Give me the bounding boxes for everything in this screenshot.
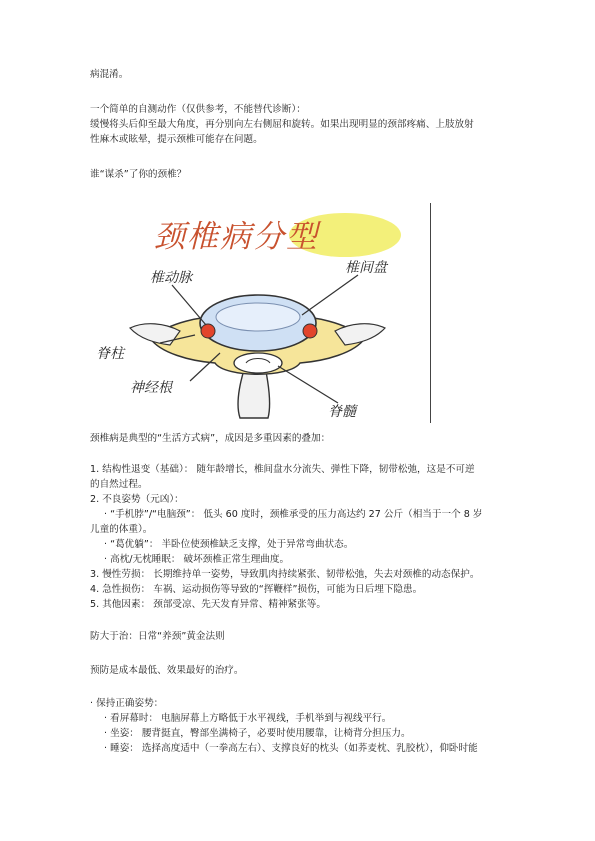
- text-line: 颈椎病是典型的“生活方式病”，成因是多重因素的叠加：: [90, 433, 331, 444]
- text-line: 一个简单的自测动作（仅供参考，不能替代诊断）：: [90, 104, 306, 115]
- sub-list-item: · “葛优躺”： 半卧位使颈椎缺乏支撑，处于异常弯曲状态。: [104, 539, 354, 550]
- cervical-spine-figure: [90, 203, 430, 423]
- sub-bullet-item: · 看屏幕时： 电脑屏幕上方略低于水平视线，手机举到与视线平行。: [104, 713, 392, 724]
- list-item: 5. 其他因素： 颈部受凉、先天发育异常、精神紧张等。: [90, 599, 326, 610]
- sub-list-item-cont: 儿童的体重）。: [90, 524, 153, 535]
- sub-bullet-item: · 睡姿： 选择高度适中（一拳高左右）、支撑良好的枕头（如荞麦枕、乳胶枕），仰卧时能: [104, 743, 478, 754]
- label-disc: 椎间盘: [345, 260, 387, 276]
- leader-line: [172, 285, 206, 325]
- leader-line: [302, 275, 358, 315]
- sub-bullet-item: · 坐姿： 腰背挺直，臀部坐满椅子，必要时使用腰靠，让椅背分担压力。: [104, 728, 411, 739]
- list-item-cont: 的自然过程。: [90, 479, 148, 490]
- label-vertebral-artery: 椎动脉: [150, 270, 192, 286]
- section-heading: 谁“谋杀”了你的颈椎？: [90, 169, 187, 180]
- bullet-item: · 保持正确姿势：: [90, 698, 164, 709]
- list-item: 1. 结构性退变（基础）： 随年龄增长，椎间盘水分流失、弹性下降，韧带松弛，这是不可逆: [90, 464, 475, 475]
- label-spine: 脊柱: [96, 346, 124, 362]
- list-item: 3. 慢性劳损： 长期维持单一姿势，导致肌肉持续紧张、韧带松弛，失去对颈椎的动态保护。: [90, 569, 480, 580]
- text-line: 病混淆。: [90, 69, 129, 80]
- figure-title: 颈椎病分型: [154, 219, 319, 255]
- section-heading: 防大于治：日常“养颈”黄金法则: [90, 631, 225, 642]
- label-spinal-cord: 脊髓: [328, 404, 356, 420]
- figure-divider: [430, 203, 431, 423]
- text-line: 性麻木或眩晕，提示颈椎可能存在问题。: [90, 134, 263, 145]
- text-line: 预防是成本最低、效果最好的治疗。: [90, 665, 244, 676]
- spinal-cord: [234, 353, 282, 373]
- list-item: 2. 不良姿势（元凶）：: [90, 494, 184, 505]
- text-line: 缓慢将头后仰至最大角度，再分别向左右侧屈和旋转。如果出现明显的颈部疼痛、上肢放射: [90, 119, 474, 130]
- leader-line: [278, 366, 338, 403]
- artery-left: [201, 324, 215, 338]
- list-item: 4. 急性损伤： 车祸、运动损伤等导致的“挥鞭样”损伤，可能为日后埋下隐患。: [90, 584, 423, 595]
- sub-list-item: · “手机脖”/“电脑颈”： 低头 60 度时，颈椎承受的压力高达约 27 公斤（相当于一个 8 岁: [104, 509, 483, 520]
- sub-list-item: · 高枕/无枕睡眠： 破坏颈椎正常生理曲度。: [104, 554, 290, 565]
- artery-right: [303, 324, 317, 338]
- label-nerve-root: 神经根: [130, 380, 172, 396]
- disc-nucleus: [216, 303, 300, 331]
